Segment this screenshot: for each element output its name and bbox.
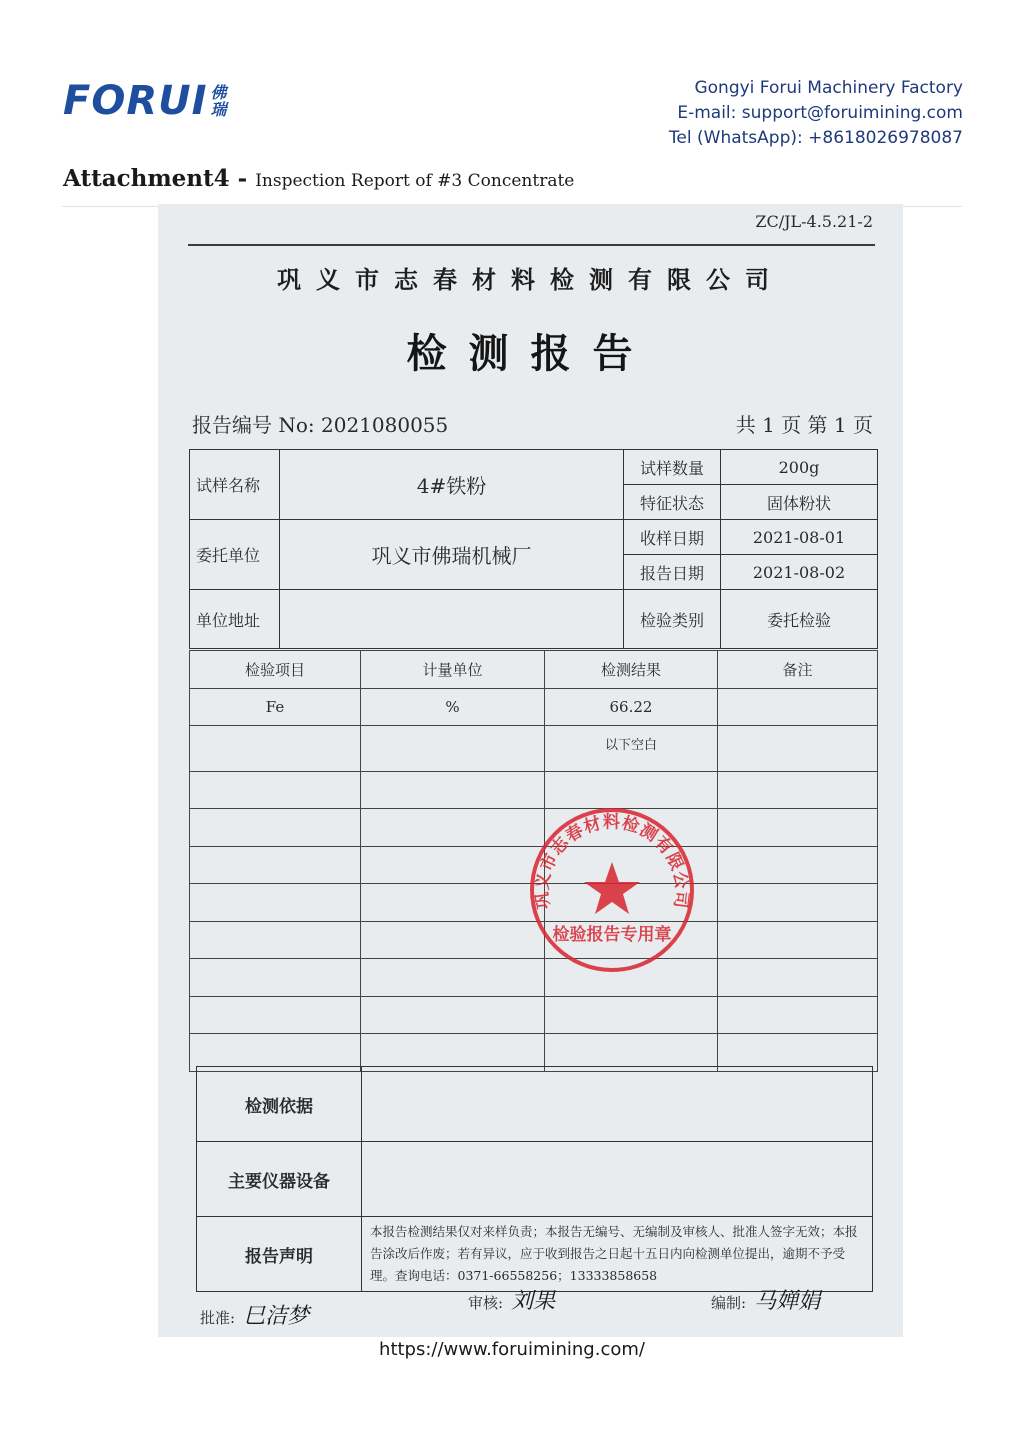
seal-sub-text: 检验报告专用章 xyxy=(552,925,672,945)
logo-cn-char-1: 佛 xyxy=(210,83,227,102)
report-date-label: 报告日期 xyxy=(624,555,721,590)
tel-text: Tel (WhatsApp): +8618026978087 xyxy=(668,128,963,148)
approve-signature xyxy=(200,1299,309,1330)
table-row xyxy=(190,726,878,772)
basis-label: 检测依据 xyxy=(197,1067,362,1142)
result-value: 66.22 xyxy=(545,688,718,726)
logo-chinese xyxy=(211,84,227,118)
sample-name-value: 4#铁粉 xyxy=(280,450,624,520)
sample-qty-value: 200g xyxy=(721,450,878,485)
compile-signature xyxy=(711,1284,820,1315)
logo-cn-char-2: 瑞 xyxy=(210,100,227,119)
contact-block xyxy=(669,76,963,151)
page-count: 共 1 页 第 1 页 xyxy=(735,413,873,437)
receive-date-label: 收样日期 xyxy=(624,520,721,555)
equipment-label: 主要仪器设备 xyxy=(197,1142,362,1217)
basis-table xyxy=(196,1066,873,1292)
footer-website-link[interactable]: https://www.foruimining.com/ xyxy=(379,1339,645,1360)
attachment-subtitle: Inspection Report of #3 Concentrate xyxy=(255,171,575,191)
compile-sig: 马婵娟 xyxy=(754,1289,821,1314)
remark-value xyxy=(718,688,878,726)
report-date-value: 2021-08-02 xyxy=(721,555,878,590)
feature-value: 固体粉状 xyxy=(721,485,878,520)
review-sig: 刘果 xyxy=(511,1289,556,1314)
attachment-title xyxy=(63,165,574,192)
seal-arc-text: 巩义市志春材料检测有限公司 xyxy=(532,812,692,911)
header-item: 检验项目 xyxy=(190,651,361,689)
form-code: ZC/JL-4.5.21-2 xyxy=(755,212,873,231)
address-value xyxy=(280,590,624,649)
review-signature xyxy=(468,1284,555,1315)
sample-name-label: 试样名称 xyxy=(190,450,280,520)
inspect-type-value: 委托检验 xyxy=(721,590,878,649)
seal-star-icon xyxy=(584,862,640,914)
item-fe: Fe xyxy=(190,688,361,726)
report-top-rule xyxy=(188,244,875,246)
statement-text: 本报告检测结果仅对来样负责；本报告无编号、无编制及审核人、批准人签字无效；本报告涂改后作废；若有异议，应于收到报告之日起十五日内向检测单位提出，逾期不予受理。查询电话：0371-66558256；13333858658 xyxy=(362,1217,873,1292)
approve-label: 批准: xyxy=(200,1309,236,1327)
official-seal-stamp xyxy=(526,804,698,976)
sample-info-table xyxy=(189,449,878,649)
table-row xyxy=(190,688,878,726)
logo-text: FORUI xyxy=(63,78,208,124)
attachment-label: Attachment4 - xyxy=(63,165,256,192)
company-name: Gongyi Forui Machinery Factory xyxy=(694,78,963,98)
equipment-value xyxy=(362,1142,873,1217)
feature-label: 特征状态 xyxy=(624,485,721,520)
email-text[interactable]: E-mail: support@foruimining.com xyxy=(677,103,963,123)
address-label: 单位地址 xyxy=(190,590,280,649)
client-label: 委托单位 xyxy=(190,520,280,590)
forui-logo xyxy=(63,80,227,122)
header-unit: 计量单位 xyxy=(361,651,545,689)
client-value: 巩义市佛瑞机械厂 xyxy=(280,520,624,590)
header-result: 检测结果 xyxy=(545,651,718,689)
receive-date-value: 2021-08-01 xyxy=(721,520,878,555)
statement-label: 报告声明 xyxy=(197,1217,362,1292)
approve-sig: 巳洁梦 xyxy=(243,1304,310,1329)
report-number: 报告编号 No: 2021080055 xyxy=(192,413,449,437)
blank-note: 以下空白 xyxy=(545,726,718,772)
unit-percent: % xyxy=(361,688,545,726)
header-remark: 备注 xyxy=(718,651,878,689)
sample-qty-label: 试样数量 xyxy=(624,450,721,485)
report-title: 检测报告 xyxy=(406,330,655,377)
table-row xyxy=(190,996,878,1034)
inspect-type-label: 检验类别 xyxy=(624,590,721,649)
lab-company-name: 巩义市志春材料检测有限公司 xyxy=(277,265,784,294)
inspection-report-photo xyxy=(158,204,903,1337)
compile-label: 编制: xyxy=(711,1294,747,1312)
table-row xyxy=(190,771,878,809)
review-label: 审核: xyxy=(468,1294,504,1312)
basis-value xyxy=(362,1067,873,1142)
